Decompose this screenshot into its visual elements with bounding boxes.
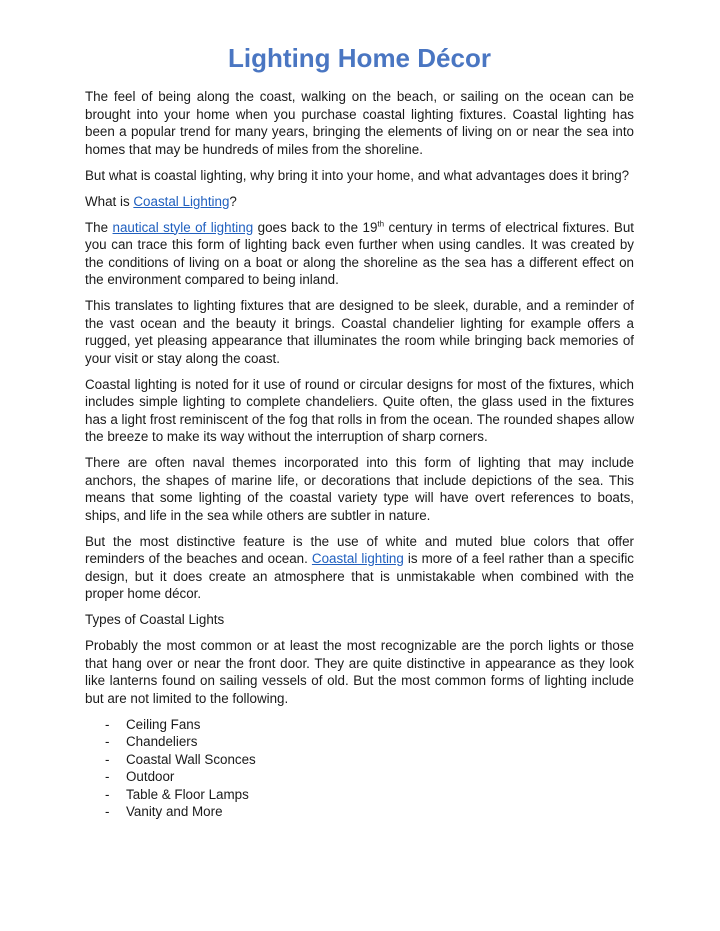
coastal-lighting-link[interactable]: Coastal Lighting xyxy=(133,193,230,209)
list-item xyxy=(105,716,634,734)
nautical-text-middle: goes back to the 19 xyxy=(253,219,378,235)
colors-paragraph xyxy=(85,533,634,603)
list-item-label: Table & Floor Lamps xyxy=(126,786,249,802)
page-title: Lighting Home Décor xyxy=(228,43,491,73)
what-is-end: ? xyxy=(229,193,237,209)
list-item-label: Vanity and More xyxy=(126,804,223,819)
porch-lights-paragraph: Probably the most common or at least the most recognizable are the porch lights or those that hang over or near the front door. They are quite distinctive in appearance as they look like lanterns found on sailing vessels of old. But the most common forms of lighting include but are not limited to the following. xyxy=(85,638,634,706)
list-item xyxy=(105,751,634,769)
list-item-label: Coastal Wall Sconces xyxy=(126,751,256,767)
list-dash: - xyxy=(105,786,110,802)
nautical-text-end: century in terms of electrical fixtures. But you can trace this form of lighting back even further when using candles. It was created by the conditions of living on a boat or along the shoreline as the sea has a different effect on the environment compared to being inland. xyxy=(85,219,635,287)
list-dash: - xyxy=(105,769,110,784)
colors-text-end: is more of a feel rather than a specific design, but it does create an atmosphere that is unmistakable when combined with the proper home décor. xyxy=(85,551,635,601)
list-item xyxy=(105,786,634,804)
naval-themes-paragraph: There are often naval themes incorporated into this form of lighting that may include anchors, the shapes of marine life, or decorations that include depictions of the sea. This means that some lighting of the coastal variety type will have overt references to boats, ships, and life in the sea while others are subtler in nature. xyxy=(85,455,634,523)
list-item xyxy=(105,733,634,751)
what-is-text: What is xyxy=(85,193,134,209)
intro-paragraph: The feel of being along the coast, walking on the beach, or sailing on the ocean can be brought into your home when you purchase coastal lighting fixtures. Coastal lighting has been a popular trend for many years, bringing the elements of living on or near the sea into homes that may be hundreds of miles from the shoreline. xyxy=(85,89,634,157)
coastal-lighting-link-2[interactable]: Coastal lighting xyxy=(311,551,404,566)
list-dash: - xyxy=(105,751,110,767)
list-item xyxy=(105,803,634,821)
list-dash: - xyxy=(105,716,110,732)
question-paragraph: But what is coastal lighting, why bring it into your home, and what advantages does it bring? xyxy=(85,167,630,183)
list-item-label: Ceiling Fans xyxy=(126,716,201,732)
list-dash: - xyxy=(105,734,110,749)
round-designs-paragraph: Coastal lighting is noted for it use of round or circular designs for most of the fixtures, which includes simple lighting to complete chandeliers. Quite often, the glass used in the fixtures has a light frost reminiscent of the fog that rolls in from the ocean. The rounded shapes allow the breeze to make its way without the interruption of sharp corners. xyxy=(85,376,634,444)
list-dash: - xyxy=(105,804,110,819)
ordinal-superscript: th xyxy=(377,219,385,229)
fixtures-paragraph: This translates to lighting fixtures that are designed to be sleek, durable, and a reminder of the vast ocean and the beauty it brings. Coastal chandelier lighting for example offers a rugged, yet pleasing appearance that illuminates the room while bringing back memories of your visit or stay along the coast. xyxy=(85,298,634,366)
nautical-style-link[interactable]: nautical style of lighting xyxy=(112,219,254,235)
list-item-label: Outdoor xyxy=(126,769,175,784)
nautical-text-start: The xyxy=(85,219,113,235)
list-item xyxy=(105,768,634,786)
list-item-label: Chandeliers xyxy=(126,734,198,749)
colors-text-start: But the most distinctive feature is the use of white and muted blue colors that offer reminders of the beaches and ocean. xyxy=(85,533,634,566)
document-page xyxy=(85,40,634,821)
types-heading: Types of Coastal Lights xyxy=(85,612,225,627)
nautical-paragraph xyxy=(85,219,634,289)
lighting-types-list xyxy=(85,716,634,821)
what-is-paragraph xyxy=(85,193,634,211)
